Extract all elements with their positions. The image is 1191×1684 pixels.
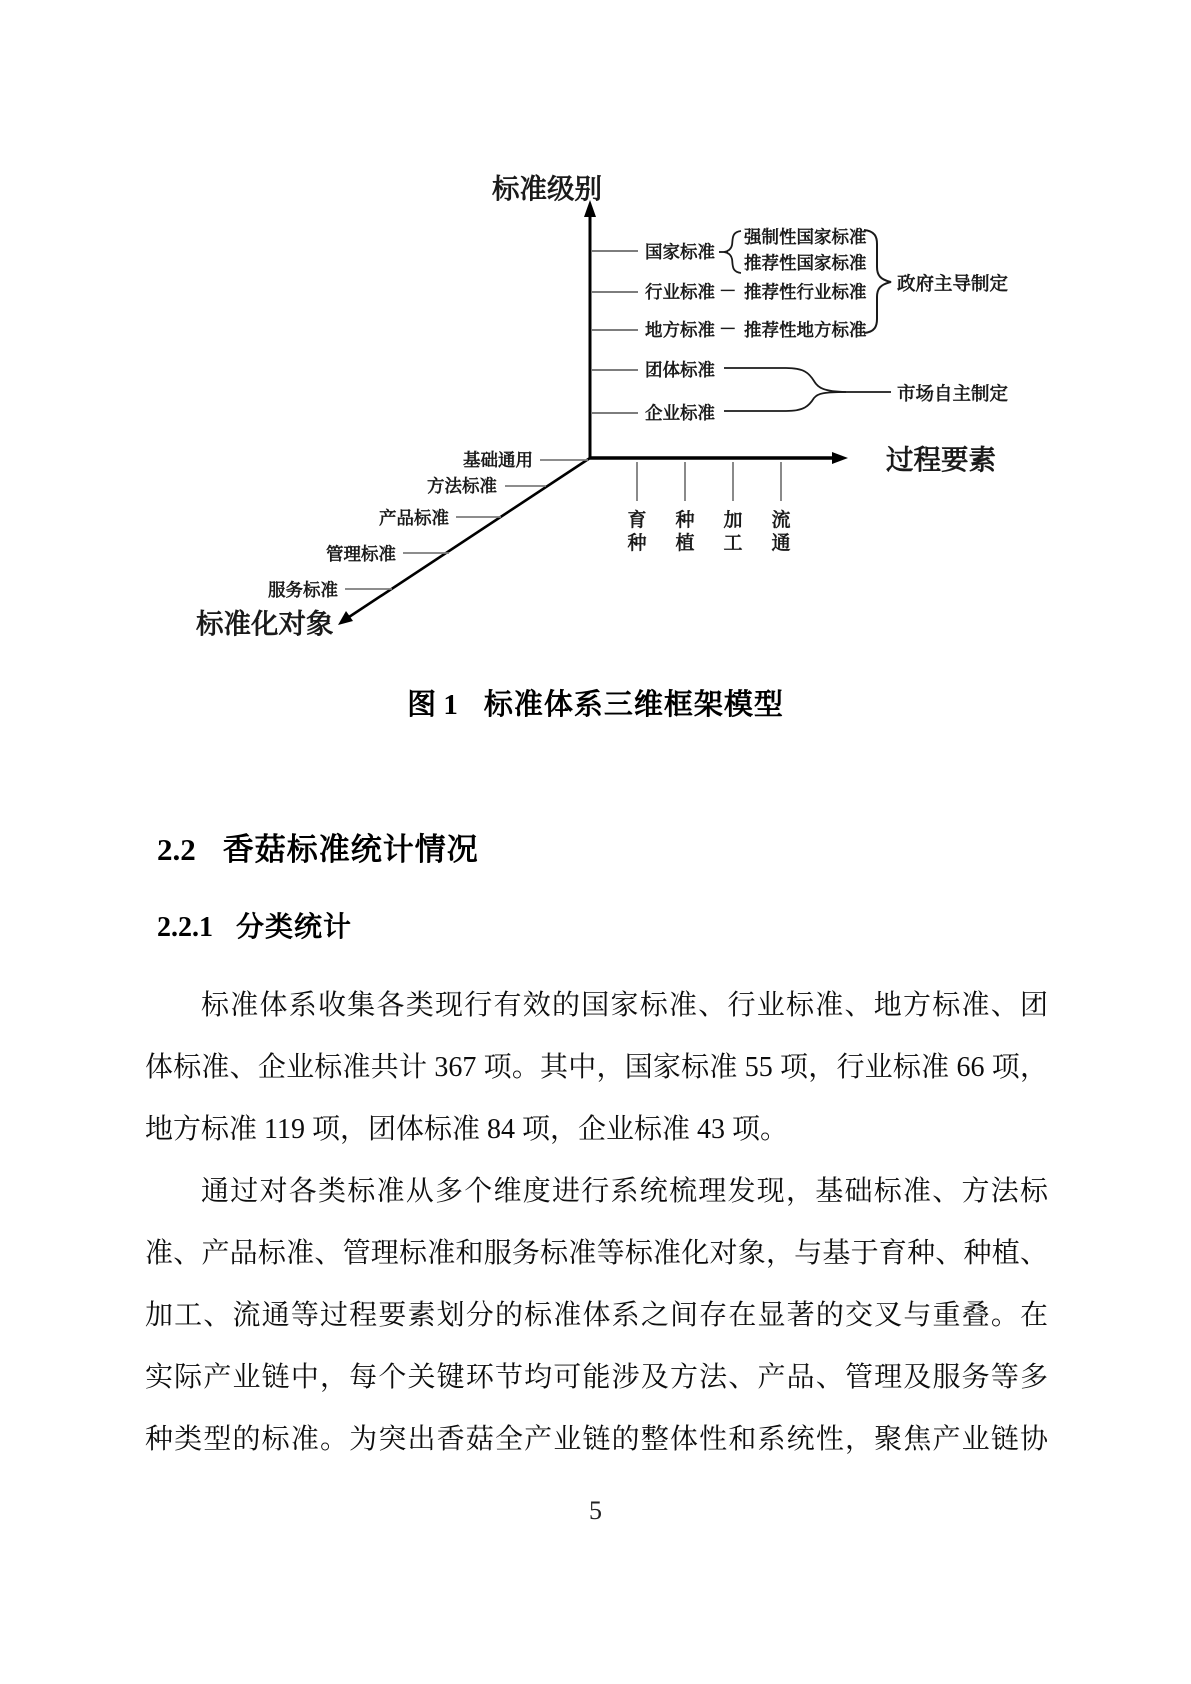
market-label: 市场自主制定 bbox=[897, 383, 1009, 404]
local-dash: － bbox=[719, 319, 737, 339]
object-product: 产品标准 bbox=[379, 508, 449, 528]
object-method: 方法标准 bbox=[427, 476, 497, 496]
process-breeding-1: 育 bbox=[627, 510, 647, 531]
section-heading-2-2-1 bbox=[157, 905, 352, 945]
object-management: 管理标准 bbox=[326, 544, 396, 564]
x-axis-label: 过程要素 bbox=[886, 444, 996, 475]
body-line: 加工、流通等过程要素划分的标准体系之间存在显著的交叉与重叠。在 bbox=[145, 1300, 1048, 1331]
z-axis-arrow bbox=[338, 611, 353, 625]
figure-caption-title: 标准体系三维框架模型 bbox=[483, 689, 784, 721]
body-line: 实际产业链中，每个关键环节均可能涉及方法、产品、管理及服务等多 bbox=[145, 1362, 1048, 1393]
body-line: 种类型的标准。为突出香菇全产业链的整体性和系统性，聚焦产业链协 bbox=[145, 1424, 1048, 1455]
figure-caption bbox=[0, 682, 1191, 723]
body-line: 通过对各类标准从多个维度进行系统梳理发现，基础标准、方法标 bbox=[201, 1176, 1048, 1207]
process-processing-1: 加 bbox=[723, 510, 743, 531]
level-group: 团体标准 bbox=[645, 360, 715, 380]
gov-label: 政府主导制定 bbox=[897, 273, 1009, 294]
gov-bracket bbox=[864, 230, 891, 333]
page-number: 5 bbox=[589, 1496, 602, 1525]
x-axis-arrow bbox=[832, 452, 848, 464]
section-number: 2.2.1 bbox=[157, 912, 213, 943]
process-breeding-2: 种 bbox=[627, 533, 647, 554]
process-circulation-2: 通 bbox=[771, 533, 791, 554]
figure-3d-standards-model bbox=[0, 0, 1191, 665]
national-sub-brace bbox=[724, 231, 741, 273]
body-line: 体标准、企业标准共计 367 项。其中，国家标准 55 项，行业标准 66 项， bbox=[145, 1052, 1048, 1083]
process-circulation-1: 流 bbox=[771, 510, 791, 531]
figure-caption-number: 图 1 bbox=[407, 689, 458, 721]
market-brace-bottom bbox=[724, 392, 846, 411]
process-processing-2: 工 bbox=[723, 533, 743, 554]
level-industry: 行业标准 bbox=[645, 282, 715, 302]
section-number: 2.2 bbox=[157, 832, 196, 867]
section-heading-2-2 bbox=[157, 824, 479, 869]
national-sub-recommended: 推荐性国家标准 bbox=[744, 253, 867, 273]
body-line: 标准体系收集各类现行有效的国家标准、行业标准、地方标准、团 bbox=[201, 990, 1048, 1021]
y-axis-label: 标准级别 bbox=[492, 173, 602, 204]
market-brace-top bbox=[724, 368, 891, 392]
object-basic: 基础通用 bbox=[463, 450, 533, 470]
object-service: 服务标准 bbox=[268, 580, 338, 600]
local-sub: 推荐性地方标准 bbox=[744, 320, 867, 340]
body-line: 准、产品标准、管理标准和服务标准等标准化对象，与基于育种、种植、 bbox=[145, 1238, 1048, 1269]
body-paragraph-2 bbox=[145, 1161, 1048, 1471]
level-local: 地方标准 bbox=[645, 320, 715, 340]
body-line: 地方标准 119 项，团体标准 84 项，企业标准 43 项。 bbox=[145, 1114, 788, 1145]
z-axis-label: 标准化对象 bbox=[196, 608, 334, 639]
process-planting-2: 植 bbox=[675, 533, 695, 554]
section-title: 分类统计 bbox=[236, 911, 353, 942]
body-paragraph-1 bbox=[145, 975, 1048, 1161]
industry-dash: － bbox=[719, 281, 737, 301]
level-enterprise: 企业标准 bbox=[645, 403, 715, 423]
national-sub-mandatory: 强制性国家标准 bbox=[744, 227, 867, 247]
section-title: 香菇标准统计情况 bbox=[222, 832, 479, 867]
industry-sub: 推荐性行业标准 bbox=[744, 282, 867, 302]
process-planting-1: 种 bbox=[675, 510, 695, 531]
level-national: 国家标准 bbox=[645, 242, 715, 262]
